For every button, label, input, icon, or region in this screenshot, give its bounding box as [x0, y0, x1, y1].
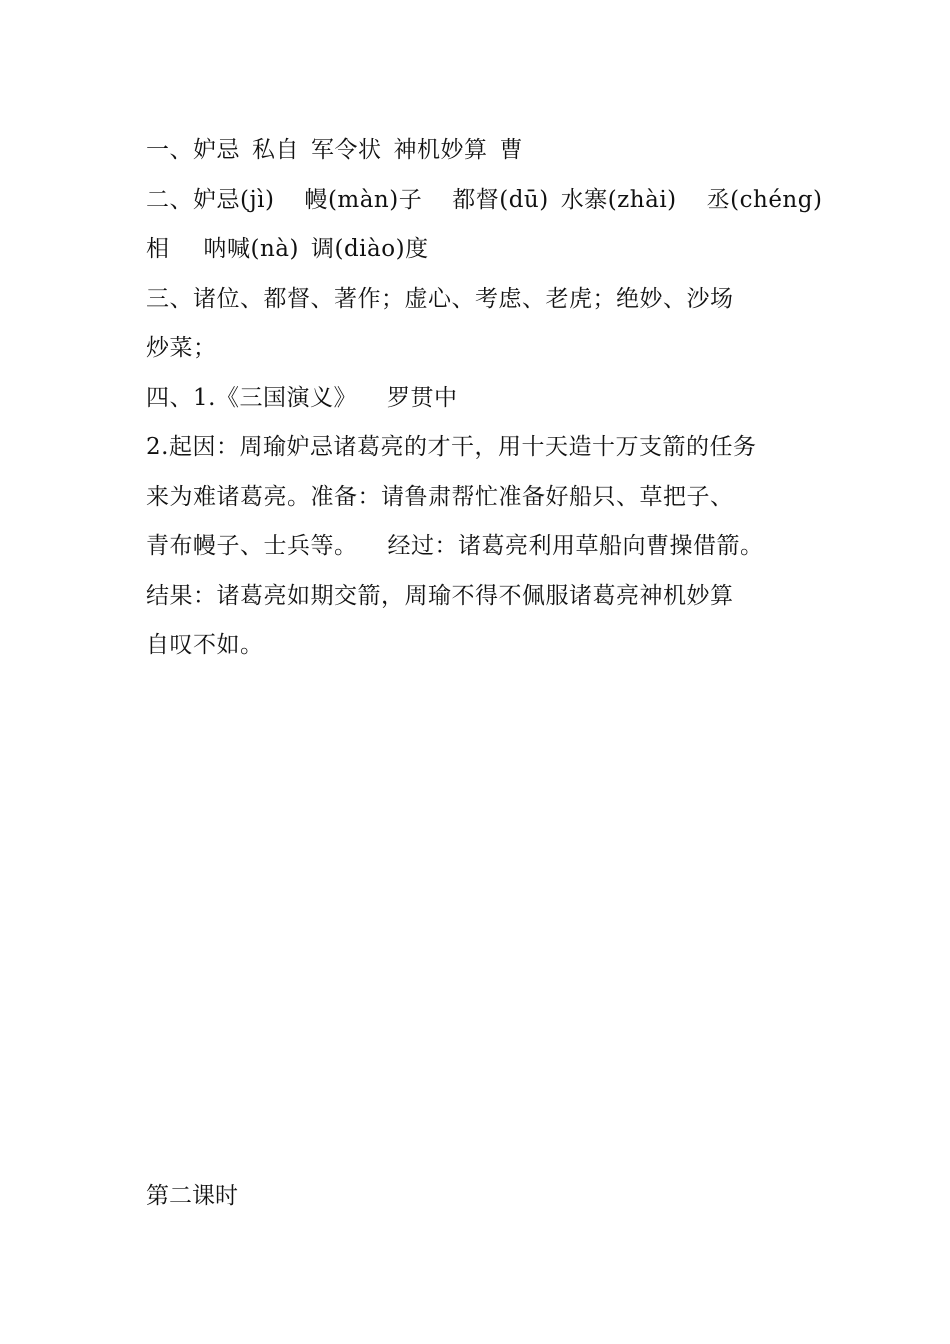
q1-word: 曹 — [499, 137, 523, 163]
q1-word: 神机妙算 — [393, 137, 488, 163]
q2-word: 水寨(zhài) — [560, 186, 677, 213]
q2-word: 都督(dū) — [452, 186, 549, 213]
answer-line-7: 2.起因：周瑜妒忌诸葛亮的才干，用十天造十万支箭的任务 — [146, 434, 757, 460]
answer-line-11: 自叹不如。 — [146, 632, 264, 658]
section-title: 第二课时 — [146, 1183, 238, 1209]
q1-word: 妒忌 — [193, 137, 240, 163]
q4-process: 经过：诸葛亮利用草船向曹操借箭。 — [387, 533, 764, 559]
q1-word: 私自 — [252, 137, 299, 163]
answer-line-10: 结果：诸葛亮如期交箭，周瑜不得不佩服诸葛亮神机妙算 — [146, 582, 734, 609]
answer-line-8: 来为难诸葛亮。准备：请鲁肃帮忙准备好船只、草把子、 — [146, 483, 734, 510]
q4-book: 四、1.《三国演义》 — [146, 384, 357, 411]
q2-prefix: 二、 — [146, 186, 193, 213]
q2-word: 调(diào)度 — [310, 236, 429, 262]
q2-word: 妒忌(jì) — [193, 186, 275, 213]
q4-preparation-end: 青布幔子、士兵等。 — [146, 533, 358, 559]
answer-line-3 — [146, 225, 836, 275]
answer-line-2 — [146, 176, 836, 226]
q2-word: 幔(màn)子 — [304, 186, 423, 213]
q1-word: 军令状 — [311, 137, 382, 163]
q2-word: 呐喊(nà) — [203, 236, 299, 262]
q1-prefix: 一、 — [146, 137, 193, 163]
answer-line-1 — [146, 126, 836, 176]
answer-line-9 — [146, 522, 836, 572]
q4-author: 罗贯中 — [386, 384, 458, 411]
q2-word: 相 — [146, 236, 170, 262]
q2-word: 丞(chéng) — [706, 186, 823, 213]
answer-content — [146, 126, 836, 671]
answer-line-5: 炒菜； — [146, 335, 217, 361]
answer-line-4: 三、诸位、都督、著作；虚心、考虑、老虎；绝妙、沙场 — [146, 285, 734, 312]
answer-line-6 — [146, 374, 836, 424]
